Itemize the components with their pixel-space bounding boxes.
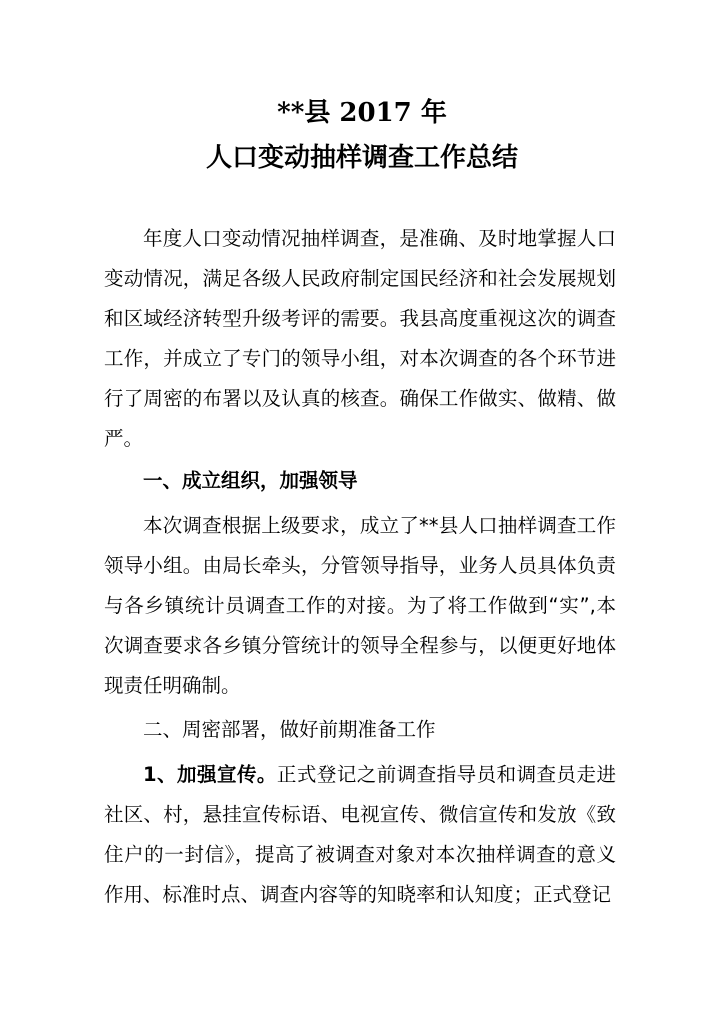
section2-heading: 二、周密部署，做好前期准备工作 [143,718,436,741]
document-title-main: 人口变动抽样调查工作总结 [205,143,518,173]
section2-item1-text: 正式登记之前调查指导员和调查员走进社区、村，悬挂宣传标语、电视宣传、微信宣传和发放《致住户的一封信》，提高了被调查对象对本次抽样调查的意义作用、标准时点、调查内容等的知晓率和认知度；正式登记 [104,763,616,906]
section2-item1-label: 1、加强宣传。 [143,763,277,786]
section2-item1-paragraph [104,755,616,915]
document-title-year: **县 2017 年 [277,98,447,128]
section1-heading: 一、成立组织，加强领导 [143,469,358,492]
intro-paragraph: 年度人口变动情况抽样调查，是准确、及时地掌握人口变动情况，满足各级人民政府制定国民经济和社会发展规划和区域经济转型升级考评的需要。我县高度重视这次的调查工作，并成立了专门的领导小组，对本次调查的各个环节进行了周密的布署以及认真的核查。确保工作做实、做精、做严。 [104,227,616,450]
section1-paragraph: 本次调查根据上级要求，成立了**县人口抽样调查工作领导小组。由局长牵头，分管领导指导，业务人员具体负责与各乡镇统计员调查工作的对接。为了将工作做到“实”,本次调查要求各乡镇分管统计的领导全程参与，以便更好地体现责任明确制。 [104,514,616,697]
